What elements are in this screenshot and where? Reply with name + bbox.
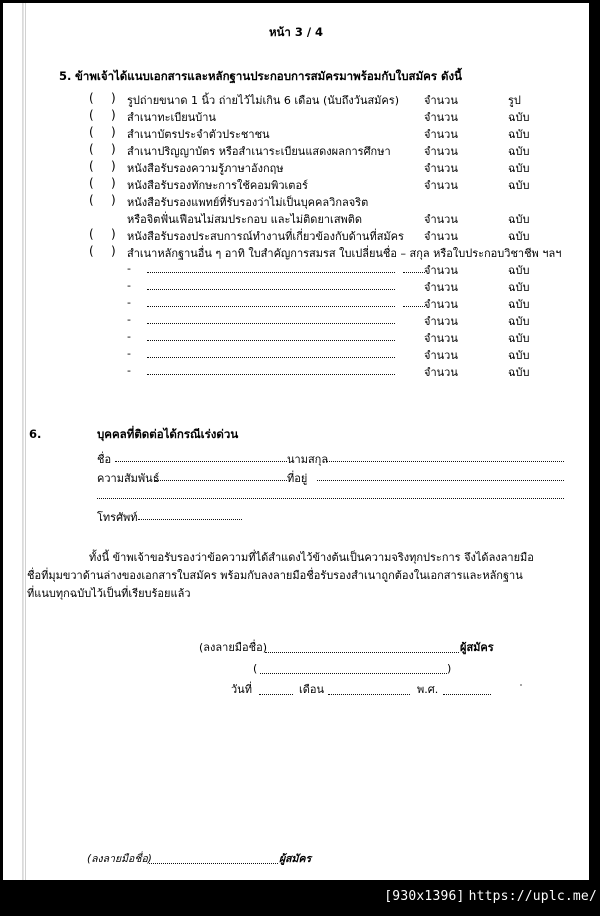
- bullet-dash: -: [127, 279, 131, 292]
- bullet-dash: -: [127, 262, 131, 275]
- section-6-number: 6.: [29, 427, 42, 441]
- document-checklist-row: [3, 91, 589, 108]
- checkbox-paren-left: (: [89, 227, 94, 241]
- contact-surname-label: นามสกุล: [287, 453, 329, 466]
- page-number-header: หน้า 3 / 4: [268, 25, 324, 39]
- checkbox-paren-left: (: [89, 142, 94, 156]
- document-unit-label: ฉบับ: [508, 128, 530, 141]
- document-checkbox[interactable]: ): [111, 108, 116, 122]
- signature-input[interactable]: [265, 652, 459, 653]
- signature-name-paren-open: (: [253, 662, 258, 675]
- document-checklist-row: [3, 176, 589, 193]
- document-checklist-row: [3, 244, 589, 261]
- document-blank-row: [3, 312, 589, 329]
- checkbox-paren-left: (: [89, 91, 94, 105]
- document-item-label: สำเนาทะเบียนบ้าน: [127, 111, 216, 124]
- signature-name-paren-close: ): [447, 662, 452, 675]
- document-unit-label: ฉบับ: [508, 264, 530, 277]
- contact-phone-input[interactable]: [138, 519, 242, 520]
- date-month-label: เดือน: [299, 683, 325, 696]
- footer-signature-label: (ลงลายมือชื่อ): [87, 853, 152, 865]
- document-checkbox[interactable]: ): [111, 159, 116, 173]
- document-blank-row: [3, 295, 589, 312]
- date-day-input[interactable]: [259, 694, 293, 695]
- contact-phone-label: โทรศัพท์: [97, 511, 138, 524]
- contact-relation-label: ความสัมพันธ์: [97, 472, 160, 485]
- declaration-line-1: ทั้งนี้ ข้าพเจ้าขอรับรองว่าข้อความที่ได้สำแดงไว้ข้างต้นเป็นความจริงทุกประการ จึงได้ลงลายมือ: [89, 551, 534, 564]
- document-checkbox[interactable]: ): [111, 227, 116, 241]
- document-unit-label: ฉบับ: [508, 298, 530, 311]
- document-unit-label: ฉบับ: [508, 213, 530, 226]
- document-quantity-label: จำนวน: [424, 213, 458, 226]
- document-checklist-row: [3, 125, 589, 142]
- document-item-label: หนังสือรับรองแพทย์ที่รับรองว่าไม่เป็นบุคคลวิกลจริต: [127, 196, 369, 209]
- section-5-number: 5.: [59, 69, 72, 83]
- scanned-sheet: [3, 3, 589, 912]
- document-unit-label: ฉบับ: [508, 179, 530, 192]
- applicant-role-label: ผู้สมัคร: [460, 641, 494, 654]
- document-blank-input[interactable]: [147, 306, 395, 307]
- document-checkbox[interactable]: ): [111, 91, 116, 105]
- document-blank-input[interactable]: [147, 340, 395, 341]
- document-blank-input[interactable]: [147, 323, 395, 324]
- document-blank-input-extra[interactable]: [403, 306, 425, 307]
- document-blank-row: [3, 278, 589, 295]
- document-quantity-label: จำนวน: [424, 162, 458, 175]
- document-quantity-label: จำนวน: [424, 94, 458, 107]
- document-unit-label: ฉบับ: [508, 366, 530, 379]
- document-unit-label: ฉบับ: [508, 162, 530, 175]
- watermark-bar: [3, 880, 600, 912]
- bullet-dash: -: [127, 364, 131, 377]
- document-blank-row: [3, 329, 589, 346]
- bullet-dash: -: [127, 296, 131, 309]
- document-item-label: หนังสือรับรองประสบการณ์ทำงานที่เกี่ยวข้องกับด้านที่สมัคร: [127, 230, 404, 243]
- document-checkbox[interactable]: ): [111, 244, 116, 258]
- document-quantity-label: จำนวน: [424, 315, 458, 328]
- document-checkbox[interactable]: ): [111, 176, 116, 190]
- document-item-label: หนังสือรับรองความรู้ภาษาอังกฤษ: [127, 162, 284, 175]
- document-blank-input[interactable]: [147, 374, 395, 375]
- footer-signature-input[interactable]: [149, 863, 278, 864]
- contact-relation-input[interactable]: [155, 480, 287, 481]
- contact-address-input-line2[interactable]: [97, 498, 564, 499]
- document-item-label: สำเนาบัตรประจำตัวประชาชน: [127, 128, 270, 141]
- document-quantity-label: จำนวน: [424, 128, 458, 141]
- bullet-dash: -: [127, 313, 131, 326]
- document-item-label: รูปถ่ายขนาด 1 นิ้ว ถ่ายไว้ไม่เกิน 6 เดือน (นับถึงวันสมัคร): [127, 94, 399, 107]
- document-checkbox[interactable]: ): [111, 142, 116, 156]
- document-blank-row: [3, 346, 589, 363]
- document-unit-label: ฉบับ: [508, 315, 530, 328]
- watermark-url: https://uplc.me/: [468, 888, 597, 904]
- document-blank-input[interactable]: [147, 357, 395, 358]
- document-quantity-label: จำนวน: [424, 179, 458, 192]
- document-checkbox[interactable]: ): [111, 125, 116, 139]
- document-quantity-label: จำนวน: [424, 332, 458, 345]
- declaration-line-3: ที่แนบทุกฉบับไว้เป็นที่เรียบร้อยแล้ว: [27, 587, 191, 600]
- document-unit-label: ฉบับ: [508, 349, 530, 362]
- contact-address-input[interactable]: [317, 480, 564, 481]
- section-6-heading: บุคคลที่ติดต่อได้กรณีเร่งด่วน: [97, 427, 239, 441]
- document-quantity-label: จำนวน: [424, 366, 458, 379]
- document-item-label-line2: หรือจิตฟั่นเฟือนไม่สมประกอบ และไม่ติดยาเสพติด: [127, 213, 363, 226]
- document-unit-label: ฉบับ: [508, 145, 530, 158]
- declaration-line-2: ชื่อที่มุมขวาด้านล่างของเอกสารใบสมัคร พร้อมกับลงลายมือชื่อรับรองสำเนาถูกต้องในเอกสารและหลักฐาน: [27, 569, 523, 582]
- date-month-input[interactable]: [328, 694, 410, 695]
- document-checklist-row: [3, 227, 589, 244]
- signature-label: (ลงลายมือชื่อ): [199, 641, 267, 654]
- checkbox-paren-left: (: [89, 244, 94, 258]
- document-quantity-label: จำนวน: [424, 298, 458, 311]
- document-unit-label: รูป: [508, 94, 521, 107]
- document-checklist-row-continued: [3, 210, 589, 227]
- document-blank-row: [3, 261, 589, 278]
- document-quantity-label: จำนวน: [424, 264, 458, 277]
- bullet-dash: -: [127, 347, 131, 360]
- date-year-input[interactable]: [443, 694, 491, 695]
- checkbox-paren-left: (: [89, 125, 94, 139]
- contact-surname-input[interactable]: [326, 461, 564, 462]
- document-checklist-row: [3, 159, 589, 176]
- signature-name-input[interactable]: [260, 673, 447, 674]
- document-item-label: สำเนาปริญญาบัตร หรือสำเนาระเบียนแสดงผลการศึกษา: [127, 145, 391, 158]
- document-checkbox[interactable]: ): [111, 193, 116, 207]
- document-checklist-row: [3, 142, 589, 159]
- checkbox-paren-left: (: [89, 108, 94, 122]
- document-blank-input[interactable]: [147, 272, 395, 273]
- document-quantity-label: จำนวน: [424, 349, 458, 362]
- bullet-dash: -: [127, 330, 131, 343]
- date-day-label: วันที่: [231, 683, 252, 696]
- footer-applicant-role-label: ผู้สมัคร: [279, 853, 312, 865]
- checkbox-paren-left: (: [89, 176, 94, 190]
- declaration-paragraph: [27, 549, 573, 603]
- watermark-dimensions: [930x1396]: [384, 888, 465, 904]
- checkbox-paren-left: (: [89, 159, 94, 173]
- document-quantity-label: จำนวน: [424, 111, 458, 124]
- document-quantity-label: จำนวน: [424, 145, 458, 158]
- document-checklist-row: [3, 108, 589, 125]
- document-quantity-label: จำนวน: [424, 230, 458, 243]
- document-unit-label: ฉบับ: [508, 230, 530, 243]
- document-quantity-label: จำนวน: [424, 281, 458, 294]
- section-5-heading: ข้าพเจ้าได้แนบเอกสารและหลักฐานประกอบการสมัครมาพร้อมกับใบสมัคร ดังนี้: [75, 69, 462, 83]
- contact-name-input[interactable]: [115, 461, 287, 462]
- document-blank-input[interactable]: [147, 289, 395, 290]
- document-item-label: หนังสือรับรองทักษะการใช้คอมพิวเตอร์: [127, 179, 308, 192]
- document-checklist-row: [3, 193, 589, 210]
- scan-speck: [520, 684, 522, 686]
- contact-name-label: ชื่อ: [97, 453, 112, 466]
- checkbox-paren-left: (: [89, 193, 94, 207]
- date-year-label: พ.ศ.: [417, 683, 439, 696]
- contact-address-label: ที่อยู่: [287, 472, 308, 485]
- document-unit-label: ฉบับ: [508, 332, 530, 345]
- document-unit-label: ฉบับ: [508, 111, 530, 124]
- document-unit-label: ฉบับ: [508, 281, 530, 294]
- document-blank-input-extra[interactable]: [403, 272, 425, 273]
- document-item-label: สำเนาหลักฐานอื่น ๆ อาทิ ใบสำคัญการสมรส ใบเปลี่ยนชื่อ – สกุล หรือใบประกอบวิชาชีพ ฯลฯ: [127, 247, 562, 260]
- document-blank-row: [3, 363, 589, 380]
